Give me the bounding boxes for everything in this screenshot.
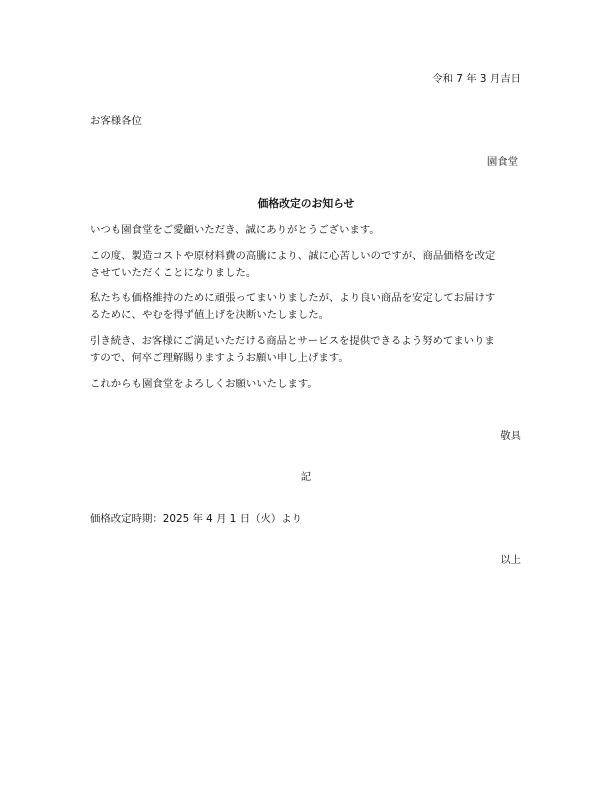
closing-ijou: 以上 — [500, 554, 521, 566]
paragraph-reason — [90, 248, 522, 282]
paragraph-line: この度、製造コストや原材料費の高騰により、誠に心苦しいのですが、商品価格を改定 — [90, 250, 496, 262]
ki-heading: 記 — [300, 471, 312, 483]
paragraph-decision — [90, 290, 522, 324]
recipient: お客様各位 — [90, 115, 142, 127]
paragraph-line: るために、やむを得ず値上げを決断いたしました。 — [90, 309, 329, 321]
paragraph-request — [90, 333, 522, 367]
paragraph-line: いつも園食堂をご愛顧いただき、誠にありがとうございます。 — [90, 224, 380, 236]
paragraph-line: 引き続き、お客様にご満足いただける商品とサービスを提供できるよう努めてまいりま — [90, 335, 495, 347]
paragraph-thanks — [90, 376, 522, 393]
paragraph-greeting — [90, 222, 522, 239]
revision-date: 価格改定時期：2025 年 4 月 1 日（火）より — [90, 513, 303, 525]
closing-keigu: 敬具 — [500, 430, 521, 442]
paragraph-line: すので、何卒ご理解賜りますようお願い申し上げます。 — [90, 352, 349, 364]
sender-name: 園食堂 — [486, 156, 518, 168]
paragraph-line: これからも園食堂をよろしくお願いいたします。 — [90, 378, 318, 390]
letter-date: 令和 7 年 3 月吉日 — [432, 73, 521, 85]
letter-title: 価格改定のお知らせ — [257, 197, 355, 210]
paragraph-line: させていただくことになりました。 — [90, 267, 257, 279]
paragraph-line: 私たちも価格維持のために頑張ってまいりましたが、より良い商品を安定してお届けす — [90, 292, 496, 304]
